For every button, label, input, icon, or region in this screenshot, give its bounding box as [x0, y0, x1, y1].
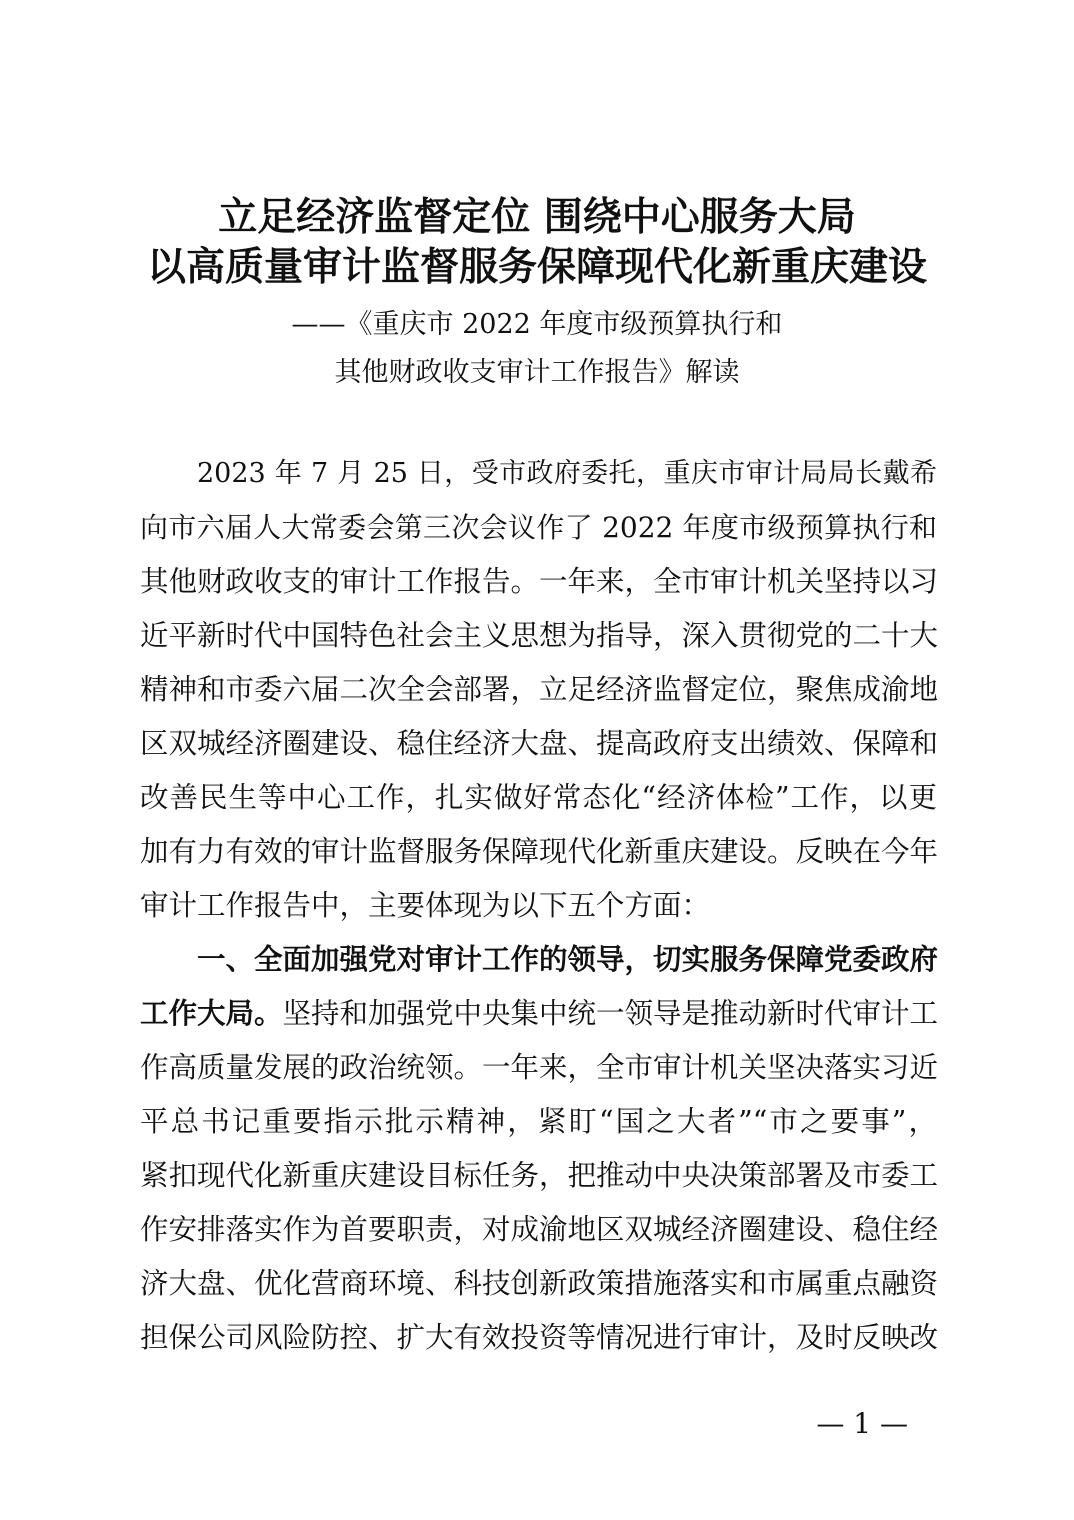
document-title-line-2: 以高质量审计监督服务保障现代化新重庆建设 [146, 244, 927, 290]
document-title-line-1: 立足经济监督定位 围绕中心服务大局 [218, 194, 856, 240]
paragraph-2-line: 济大盘、优化营商环境、科技创新政策措施落实和市属重点融资 [140, 1267, 939, 1300]
page-number: — 1 — [816, 1407, 908, 1440]
section-heading-one-end: 工作大局。 [140, 997, 283, 1030]
paragraph-2-line: 紧扣现代化新重庆建设目标任务，把推动中央决策部署及市委工 [140, 1159, 939, 1192]
paragraph-2-line: 平总书记重要指示批示精神，紧盯“国之大者”“市之要事”， [140, 1105, 937, 1138]
paragraph-2-line [140, 987, 937, 1041]
paragraph-1-line: 区双城经济圈建设、稳住经济大盘、提高政府支出绩效、保障和 [140, 727, 939, 760]
document-subtitle-line-2: 其他财政收支审计工作报告》解读 [334, 357, 740, 388]
paragraph-2-line: 作高质量发展的政治统领。一年来，全市审计机关坚决落实习近 [140, 1051, 939, 1084]
paragraph-1-line: 向市六届人大常委会第三次会议作了 2022 年度市级预算执行和 [140, 511, 937, 544]
document-subtitle-line-1: ——《重庆市 2022 年度市级预算执行和 [291, 309, 783, 340]
section-heading-one: 一、全面加强党对审计工作的领导，切实服务保障党委政府 [197, 943, 939, 976]
paragraph-2-line: 担保公司风险防控、扩大有效投资等情况进行审计，及时反映改 [140, 1321, 939, 1354]
paragraph-1-line: 改善民生等中心工作，扎实做好常态化“经济体检”工作，以更 [140, 781, 937, 814]
paragraph-1-line: 2023 年 7 月 25 日，受市政府委托，重庆市审计局局长戴希 [197, 458, 937, 489]
paragraph-2-line: 作安排落实作为首要职责，对成渝地区双城经济圈建设、稳住经 [140, 1213, 939, 1246]
paragraph-2-heading-line [197, 933, 937, 987]
paragraph-2-text: 坚持和加强党中央集中统一领导是推动新时代审计工 [282, 997, 939, 1030]
paragraph-1-line: 加有力有效的审计监督服务保障现代化新重庆建设。反映在今年 [140, 835, 939, 868]
paragraph-1-line: 近平新时代中国特色社会主义思想为指导，深入贯彻党的二十大 [140, 619, 939, 652]
paragraph-1-line: 审计工作报告中，主要体现为以下五个方面： [140, 889, 711, 922]
paragraph-1-line: 其他财政收支的审计工作报告。一年来，全市审计机关坚持以习 [140, 565, 939, 598]
paragraph-1-line: 精神和市委六届二次全会部署，立足经济监督定位，聚焦成渝地 [140, 673, 939, 706]
